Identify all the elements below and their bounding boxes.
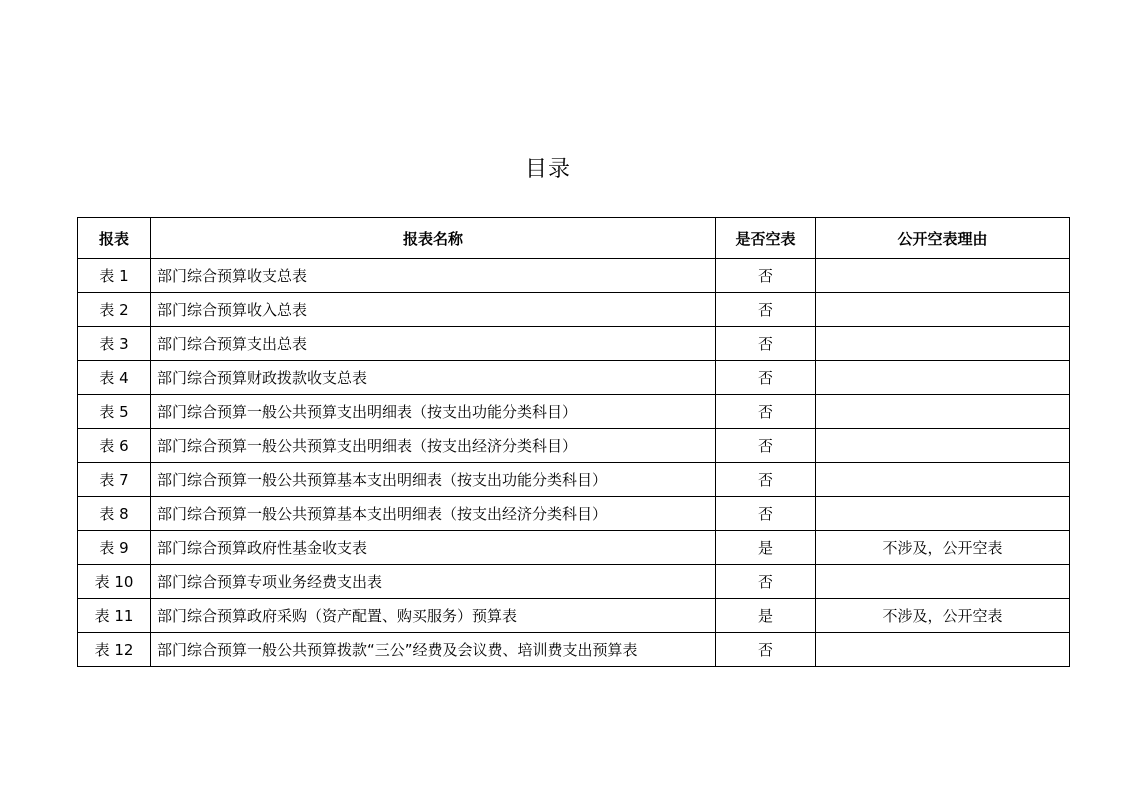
report-code-cell: 表 2	[78, 293, 151, 327]
report-index-table	[77, 217, 1070, 667]
report-code-cell: 表 3	[78, 327, 151, 361]
report-name-cell: 部门综合预算一般公共预算拨款“三公”经费及会议费、培训费支出预算表	[151, 633, 716, 667]
is-empty-cell: 否	[716, 463, 816, 497]
empty-reason-cell	[816, 463, 1070, 497]
is-empty-cell: 否	[716, 259, 816, 293]
is-empty-cell: 否	[716, 327, 816, 361]
is-empty-cell: 是	[716, 599, 816, 633]
is-empty-cell: 否	[716, 565, 816, 599]
page-title: 目录	[524, 157, 571, 182]
header-report-name: 报表名称	[151, 218, 716, 259]
is-empty-cell: 否	[716, 293, 816, 327]
empty-reason-cell	[816, 327, 1070, 361]
report-code-cell: 表 9	[78, 531, 151, 565]
table-header-row	[78, 218, 1070, 259]
report-name-cell: 部门综合预算一般公共预算支出明细表（按支出经济分类科目）	[151, 429, 716, 463]
empty-reason-cell	[816, 497, 1070, 531]
table-row	[78, 327, 1070, 361]
table-row	[78, 633, 1070, 667]
report-name-cell: 部门综合预算财政拨款收支总表	[151, 361, 716, 395]
report-code-cell: 表 6	[78, 429, 151, 463]
table-row	[78, 565, 1070, 599]
report-code-cell: 表 4	[78, 361, 151, 395]
report-code-cell: 表 11	[78, 599, 151, 633]
report-code-cell: 表 10	[78, 565, 151, 599]
report-name-cell: 部门综合预算一般公共预算支出明细表（按支出功能分类科目）	[151, 395, 716, 429]
table-row	[78, 361, 1070, 395]
report-name-cell: 部门综合预算支出总表	[151, 327, 716, 361]
report-code-cell: 表 5	[78, 395, 151, 429]
empty-reason-cell	[816, 633, 1070, 667]
is-empty-cell: 是	[716, 531, 816, 565]
report-code-cell: 表 8	[78, 497, 151, 531]
report-name-cell: 部门综合预算收支总表	[151, 259, 716, 293]
table-row	[78, 429, 1070, 463]
report-name-cell: 部门综合预算政府性基金收支表	[151, 531, 716, 565]
table-row	[78, 463, 1070, 497]
is-empty-cell: 否	[716, 497, 816, 531]
header-is-empty: 是否空表	[716, 218, 816, 259]
is-empty-cell: 否	[716, 361, 816, 395]
empty-reason-cell	[816, 565, 1070, 599]
table-row	[78, 293, 1070, 327]
table-row	[78, 259, 1070, 293]
empty-reason-cell	[816, 259, 1070, 293]
header-empty-reason: 公开空表理由	[816, 218, 1070, 259]
is-empty-cell: 否	[716, 633, 816, 667]
empty-reason-cell	[816, 361, 1070, 395]
table-row	[78, 395, 1070, 429]
is-empty-cell: 否	[716, 429, 816, 463]
table-row	[78, 497, 1070, 531]
empty-reason-cell: 不涉及，公开空表	[816, 599, 1070, 633]
report-name-cell: 部门综合预算收入总表	[151, 293, 716, 327]
is-empty-cell: 否	[716, 395, 816, 429]
report-code-cell: 表 12	[78, 633, 151, 667]
empty-reason-cell	[816, 395, 1070, 429]
report-code-cell: 表 1	[78, 259, 151, 293]
header-report-code: 报表	[78, 218, 151, 259]
report-name-cell: 部门综合预算一般公共预算基本支出明细表（按支出功能分类科目）	[151, 463, 716, 497]
report-code-cell: 表 7	[78, 463, 151, 497]
report-name-cell: 部门综合预算专项业务经费支出表	[151, 565, 716, 599]
table-row	[78, 599, 1070, 633]
report-name-cell: 部门综合预算一般公共预算基本支出明细表（按支出经济分类科目）	[151, 497, 716, 531]
table-row	[78, 531, 1070, 565]
empty-reason-cell	[816, 429, 1070, 463]
empty-reason-cell	[816, 293, 1070, 327]
report-name-cell: 部门综合预算政府采购（资产配置、购买服务）预算表	[151, 599, 716, 633]
empty-reason-cell: 不涉及，公开空表	[816, 531, 1070, 565]
